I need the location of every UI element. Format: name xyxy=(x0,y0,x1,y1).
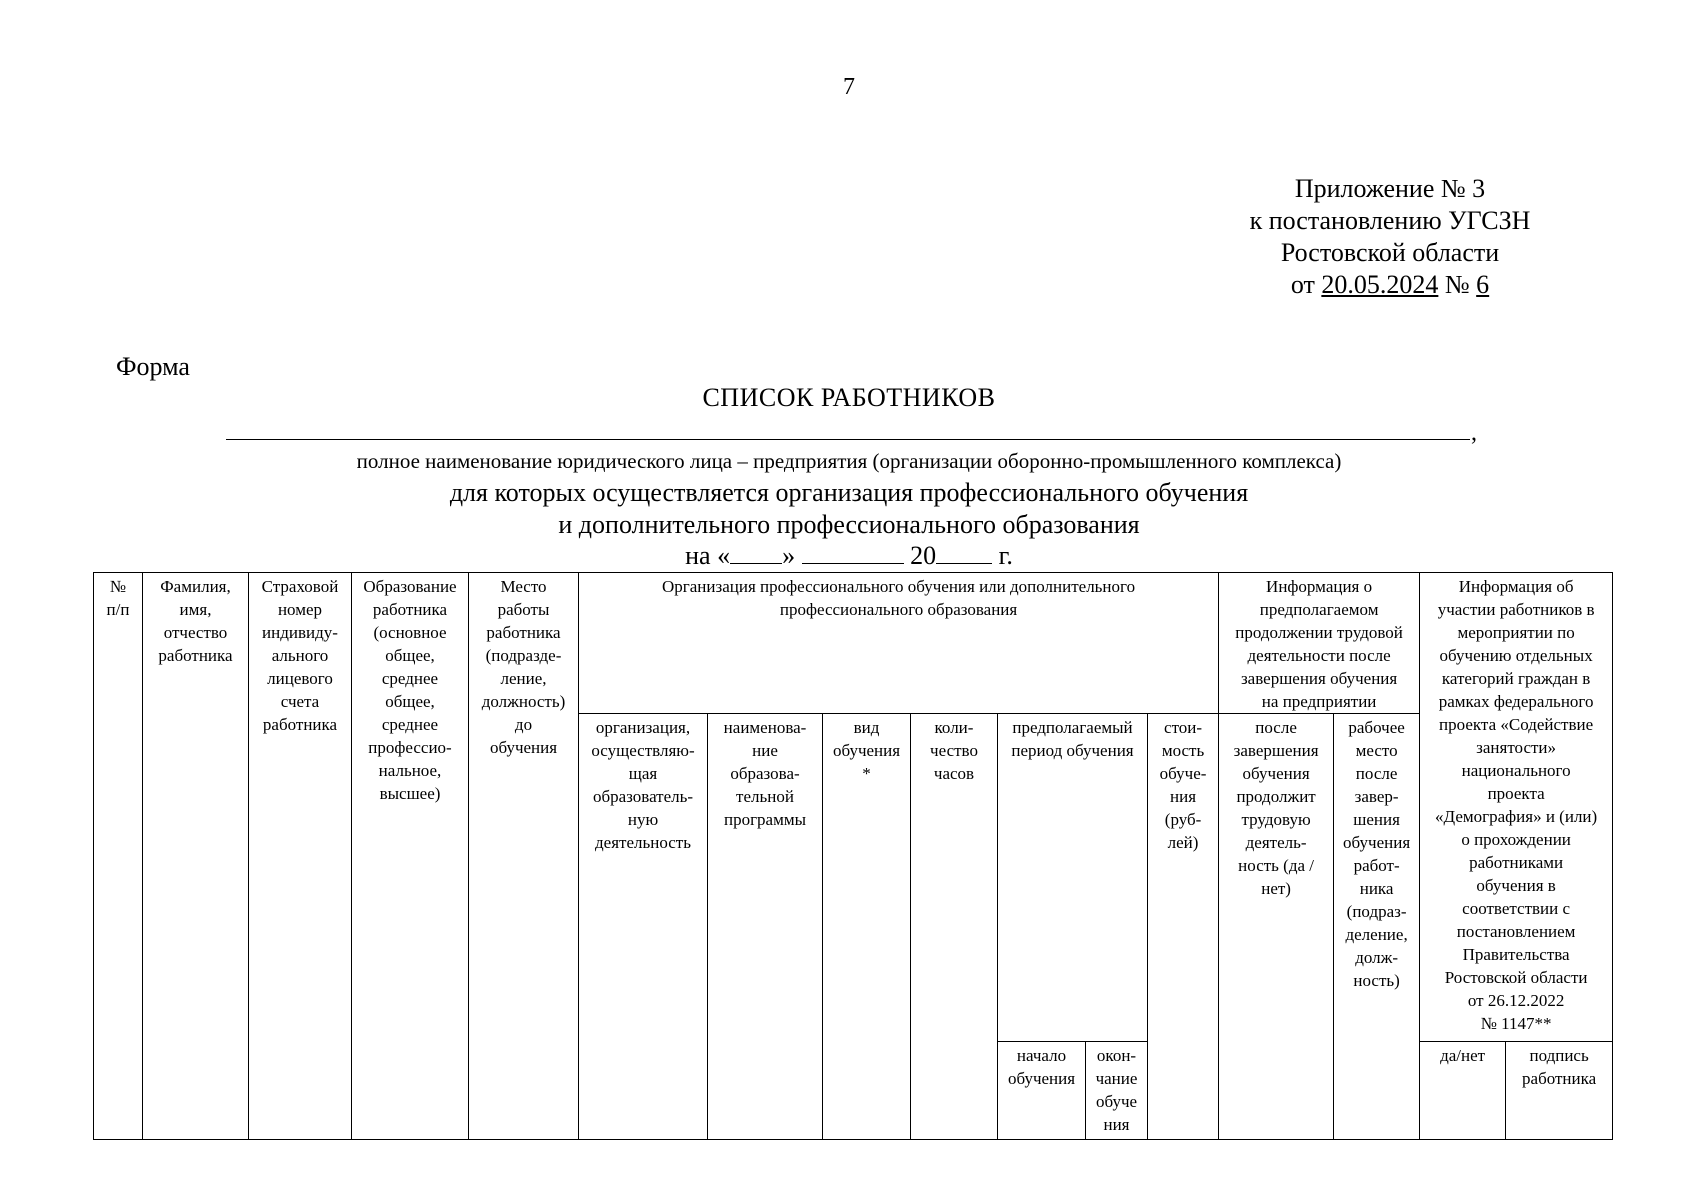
appendix-header xyxy=(1180,173,1600,301)
day-blank xyxy=(730,541,782,564)
appendix-line1: Приложение № 3 xyxy=(1294,174,1486,203)
header-name: Фамилия, имя, отчество работника xyxy=(143,573,249,1140)
organization-name-caption: полное наименование юридического лица – предприятия (организации оборонно-промышленного комплекса) xyxy=(356,449,1342,473)
header-period-end: окон- чание обуче ния xyxy=(1086,1042,1148,1140)
header-education: Образование работника (основное общее, среднее общее, среднее профессио- нальное, высшее) xyxy=(352,573,469,1140)
header-period: предполагаемый период обучения xyxy=(998,714,1148,1042)
header-snils: Страховой номер индивиду- ального лицевого счета работника xyxy=(249,573,352,1140)
appendix-date-prefix: от xyxy=(1290,270,1322,299)
header-program: наименова- ние образова- тельной программы xyxy=(708,714,823,1140)
header-workplace: Место работы работника (подразде- ление, должность) до обучения xyxy=(469,573,579,1140)
header-hours: коли- чество часов xyxy=(911,714,998,1140)
organization-name-comma: , xyxy=(1471,420,1477,446)
appendix-date: 20.05.2024 xyxy=(1321,270,1439,299)
appendix-line3: Ростовской области xyxy=(1280,238,1500,267)
document-title: СПИСОК РАБОТНИКОВ xyxy=(702,383,996,412)
header-new-workplace: рабочее место после завер- шения обучения работ- ника (подраз- деление, долж- ность) xyxy=(1334,714,1420,1140)
appendix-number-prefix: № xyxy=(1438,270,1477,299)
date-mid: » xyxy=(782,541,796,570)
date-suffix: г. xyxy=(998,541,1013,570)
subtitle-line1: для которых осуществляется организация профессионального обучения xyxy=(449,478,1249,507)
header-num: № п/п xyxy=(94,573,143,1140)
header-type: вид обучения * xyxy=(823,714,911,1140)
page-number: 7 xyxy=(843,74,855,100)
header-signature: подпись работника xyxy=(1506,1042,1613,1140)
header-continue: после завершения обучения продолжит трудовую деятель- ность (да / нет) xyxy=(1219,714,1334,1140)
header-cost: стои- мость обуче- ния (руб- лей) xyxy=(1148,714,1219,1140)
header-group-employment: Информация о предполагаемом продолжении трудовой деятельности после завершения обучения на предприятии xyxy=(1219,573,1420,714)
appendix-date-line xyxy=(1180,269,1600,301)
header-org: организация, осуществляю- щая образователь- ную деятельность xyxy=(579,714,708,1140)
subtitle-line2: и дополнительного профессионального образования xyxy=(558,510,1140,539)
date-prefix: на « xyxy=(685,541,731,570)
appendix-line2: к постановлению УГСЗН xyxy=(1249,206,1531,235)
year-blank xyxy=(936,541,992,564)
appendix-number: 6 xyxy=(1476,270,1490,299)
month-blank xyxy=(802,541,904,564)
header-yes-no: да/нет xyxy=(1420,1042,1506,1140)
document-subtitle xyxy=(0,477,1698,541)
header-period-start: начало обучения xyxy=(998,1042,1086,1140)
organization-name-line xyxy=(226,438,1470,440)
date-line xyxy=(0,541,1698,571)
header-group-participation: Информация об участии работников в мероприятии по обучению отдельных категорий граждан в рамках федерального проекта «Содействие занятости» национального проекта «Демография» и (или) о прохождении работниками обучения в соответствии с постановлением Правительства Ростовской области от 26.12.2022 № 1147** xyxy=(1420,573,1613,1042)
workers-table xyxy=(93,572,1613,1140)
form-label: Форма xyxy=(116,352,190,381)
year-prefix: 20 xyxy=(910,541,937,570)
header-group-training: Организация профессионального обучения или дополнительного профессионального образования xyxy=(579,573,1219,714)
